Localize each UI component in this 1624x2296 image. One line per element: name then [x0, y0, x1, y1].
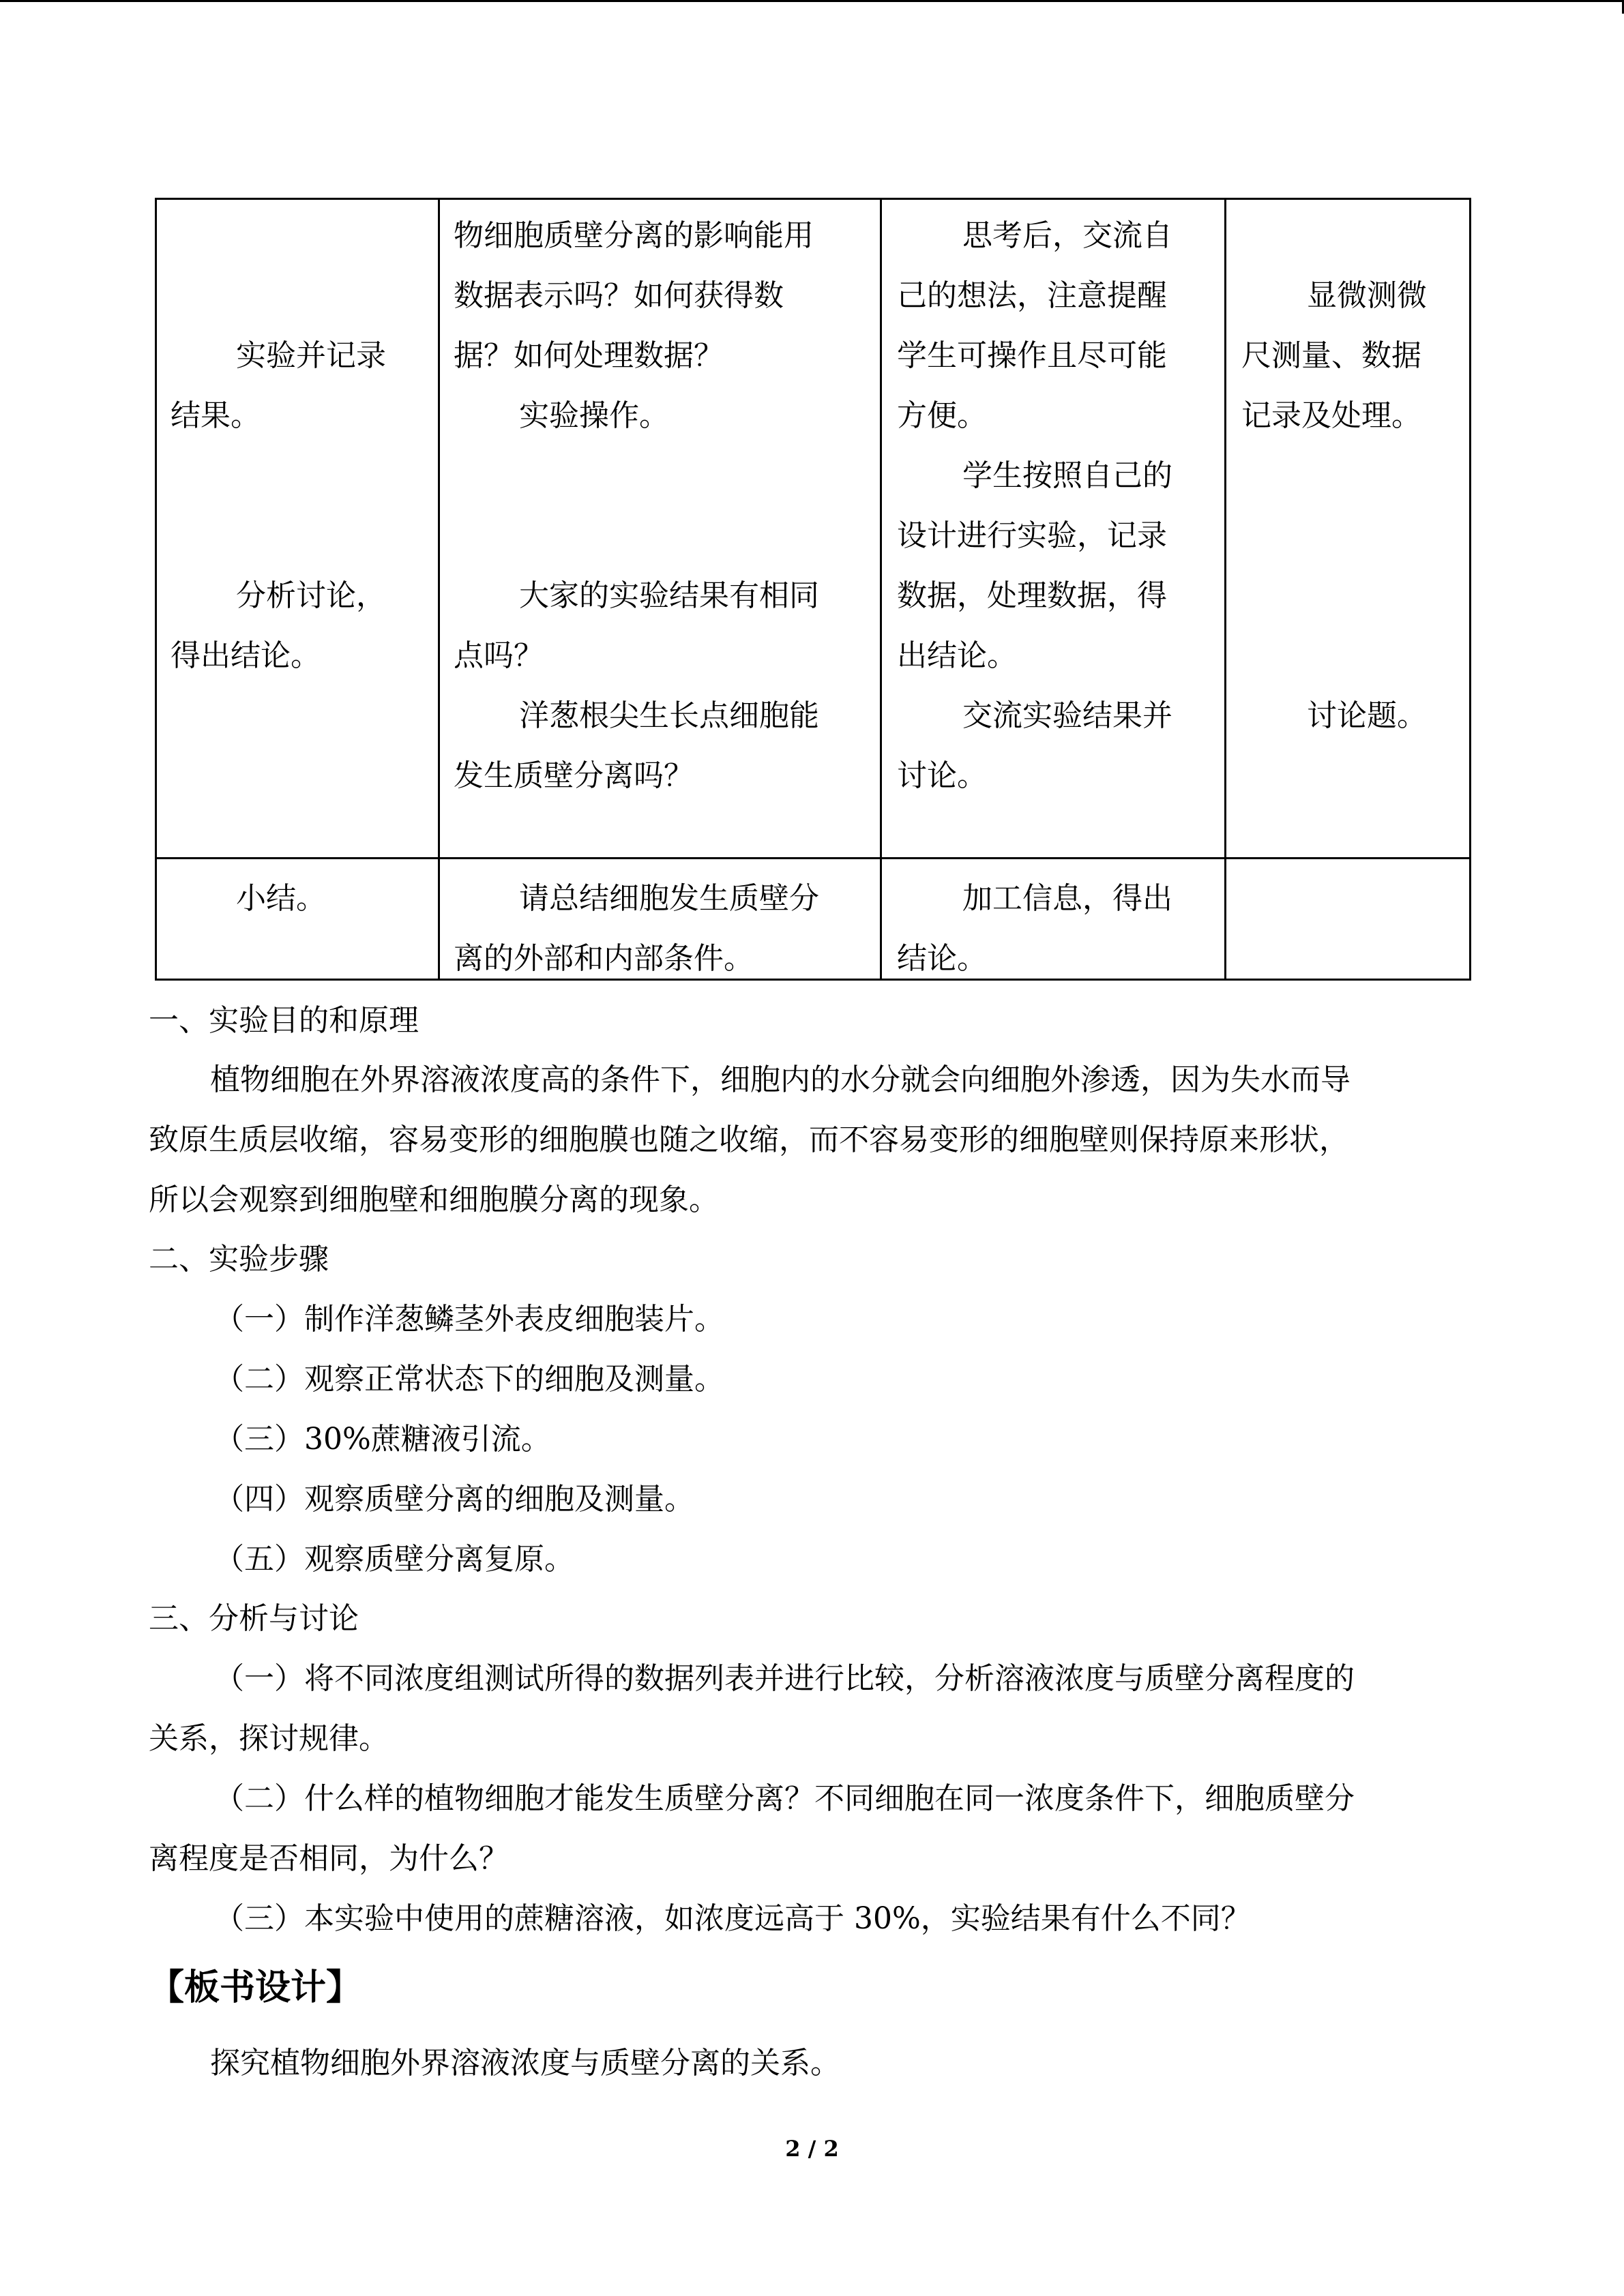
cell-line: 学生按照自己的: [962, 458, 1172, 493]
table-col-divider: [880, 198, 882, 981]
section-title: 二、实验步骤: [149, 1242, 329, 1277]
cell-line: 学生可操作且尽可能: [897, 338, 1167, 373]
lesson-table: [155, 198, 1471, 981]
paragraph-line: 植物细胞在外界溶液浓度高的条件下，细胞内的水分就会向细胞外渗透，因为失水而导: [210, 1062, 1350, 1097]
cell-line: 发生质壁分离吗？: [454, 758, 694, 793]
board-design-heading: 【板书设计】: [149, 1967, 362, 2008]
cell-line: 结果。: [171, 398, 261, 433]
cell-line: 小结。: [236, 881, 326, 916]
cell-line: 出结论。: [897, 638, 1017, 673]
cell-line: 尺测量、数据: [1241, 338, 1421, 373]
cell-line: 显微测微: [1307, 278, 1427, 313]
table-col-divider: [438, 198, 440, 981]
paragraph-line: 所以会观察到细胞壁和细胞膜分离的现象。: [149, 1182, 719, 1217]
table-border-top: [155, 198, 1471, 200]
top-border-line: [0, 0, 1624, 2]
table-cell-r1-c4: [1241, 206, 1466, 746]
cell-line: 据？如何处理数据？: [454, 338, 724, 373]
cell-line: 实验操作。: [519, 398, 669, 433]
cell-line: [171, 506, 430, 566]
table-cell-r2-c2: [454, 869, 876, 989]
cell-line: 方便。: [897, 398, 987, 433]
paragraph-line: 关系，探讨规律。: [149, 1721, 389, 1756]
cell-line: 洋葱根尖生长点细胞能: [519, 698, 819, 733]
step-line: （五）观察质壁分离复原。: [214, 1542, 574, 1577]
step-line: （二）观察正常状态下的细胞及测量。: [214, 1362, 724, 1397]
cell-line: 分析讨论，: [236, 578, 386, 613]
paragraph-line: （三）本实验中使用的蔗糖溶液，如浓度远高于 30%，实验结果有什么不同？: [214, 1901, 1251, 1936]
cell-line: 记录及处理。: [1241, 398, 1421, 433]
table-border-right: [1469, 198, 1471, 981]
cell-line: 得出结论。: [171, 638, 321, 673]
paragraph-line: （一）将不同浓度组测试所得的数据列表并进行比较，分析溶液浓度与质壁分离程度的: [214, 1661, 1355, 1696]
cell-line: 数据表示吗？如何获得数: [454, 278, 784, 313]
board-design-text: 探究植物细胞外界溶液浓度与质壁分离的关系。: [210, 2046, 840, 2081]
cell-line: [171, 446, 430, 506]
cell-line: [1241, 566, 1466, 626]
cell-line: 加工信息，得出: [962, 881, 1172, 916]
cell-line: 点吗？: [454, 638, 544, 673]
cell-line: 结论。: [897, 941, 987, 976]
cell-line: 物细胞质壁分离的影响能用: [454, 218, 814, 253]
step-line: （四）观察质壁分离的细胞及测量。: [214, 1482, 694, 1517]
cell-line: [454, 446, 876, 506]
cell-line: [1241, 506, 1466, 566]
cell-line: [1241, 626, 1466, 686]
cell-line: 思考后，交流自: [962, 218, 1172, 253]
cell-line: [171, 206, 430, 266]
cell-line: 讨论。: [897, 758, 987, 793]
cell-line: [1241, 206, 1466, 266]
table-cell-r2-c1: [171, 869, 430, 929]
paragraph-line: 致原生质层收缩，容易变形的细胞膜也随之收缩，而不容易变形的细胞壁则保持原来形状，: [149, 1122, 1349, 1157]
section-title: 三、分析与讨论: [149, 1601, 359, 1636]
table-cell-r1-c1: [171, 206, 430, 686]
step-line: （三）30%蔗糖液引流。: [214, 1422, 551, 1457]
page-number: 2 / 2: [785, 2136, 839, 2162]
cell-line: 离的外部和内部条件。: [454, 941, 754, 976]
cell-line: 设计进行实验，记录: [897, 518, 1167, 553]
table-row-divider: [155, 857, 1471, 859]
cell-line: 己的想法，注意提醒: [897, 278, 1167, 313]
cell-line: 交流实验结果并: [962, 698, 1172, 733]
cell-line: [171, 266, 430, 326]
cell-line: [1241, 446, 1466, 506]
cell-line: [454, 506, 876, 566]
table-col-divider: [1224, 198, 1226, 981]
cell-line: 实验并记录: [236, 338, 386, 373]
step-line: （一）制作洋葱鳞茎外表皮细胞装片。: [214, 1302, 724, 1337]
cell-line: 讨论题。: [1307, 698, 1427, 733]
table-cell-r1-c3: [897, 206, 1217, 806]
paragraph-line: 离程度是否相同，为什么？: [149, 1841, 509, 1876]
cell-line: 请总结细胞发生质壁分: [519, 881, 819, 916]
table-cell-r2-c3: [897, 869, 1217, 989]
table-cell-r1-c2: [454, 206, 876, 806]
cell-line: 数据，处理数据，得: [897, 578, 1167, 613]
section-title: 一、实验目的和原理: [149, 1003, 419, 1038]
table-border-left: [155, 198, 157, 981]
paragraph-line: （二）什么样的植物细胞才能发生质壁分离？不同细胞在同一浓度条件下，细胞质壁分: [214, 1781, 1355, 1816]
cell-line: 大家的实验结果有相同: [519, 578, 819, 613]
